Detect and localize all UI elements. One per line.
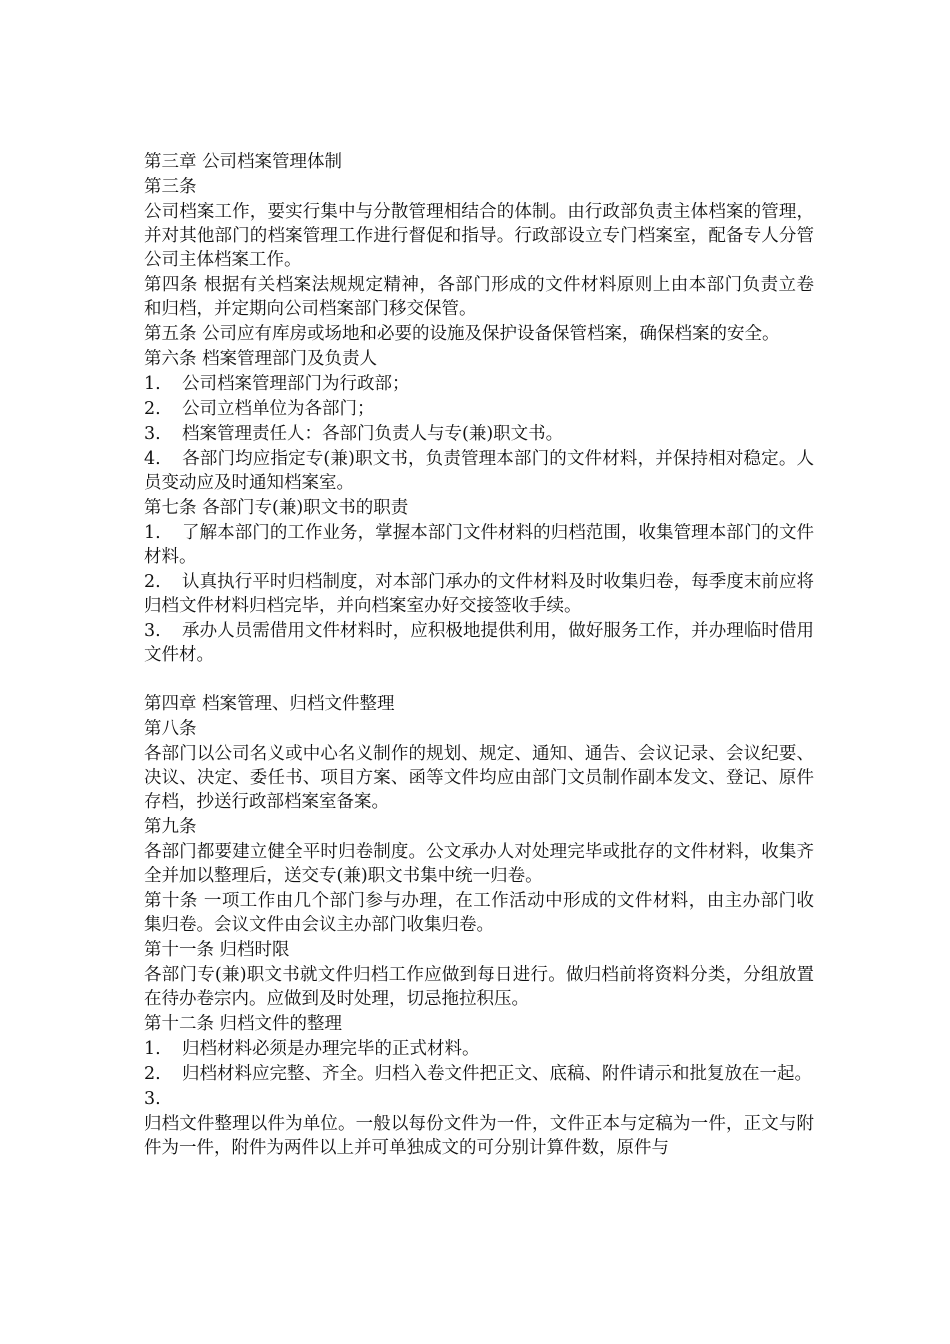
article-11-body: 各部门专(兼)职文书就文件归档工作应做到每日进行。做归档前将资料分类，分组放置在待办卷宗内。应做到及时处理，切忌拖拉积压。 [144, 965, 814, 1009]
article-12-item-3-body: 归档文件整理以件为单位。一般以每份文件为一件，文件正本与定稿为一件，正文与附件为一件，附件为两件以上并可单独成文的可分别计算件数，原件与 [144, 1114, 814, 1158]
item-text: 档案管理责任人：各部门负责人与专(兼)职文书。 [182, 424, 564, 444]
article-12-title: 第十二条 归档文件的整理 [144, 1014, 343, 1034]
item-number: 2. [144, 1064, 161, 1084]
item-number: 2. [144, 572, 161, 592]
chapter-3-heading: 第三章 公司档案管理体制 [144, 152, 343, 172]
item-text: 各部门均应指定专(兼)职文书，负责管理本部门的文件材料，并保持相对稳定。人员变动应及时通知档案室。 [144, 449, 814, 493]
item-number: 3. [144, 1089, 161, 1109]
item-text: 公司立档单位为各部门； [182, 399, 375, 419]
item-text: 归档材料应完整、齐全。归档入卷文件把正文、底稿、附件请示和批复放在一起。 [182, 1064, 812, 1084]
item-text: 公司档案管理部门为行政部； [182, 374, 410, 394]
article-5: 第五条 公司应有库房或场地和必要的设施及保护设备保管档案，确保档案的安全。 [144, 324, 780, 344]
article-9-body: 各部门都要建立健全平时归卷制度。公文承办人对处理完毕或批存的文件材料，收集齐全并加以整理后，送交专(兼)职文书集中统一归卷。 [144, 842, 814, 886]
item-text: 认真执行平时归档制度，对本部门承办的文件材料及时收集归卷，每季度末前应将归档文件材料归档完毕，并向档案室办好交接签收手续。 [144, 572, 814, 616]
item-number: 2. [144, 399, 161, 419]
item-number: 1. [144, 1039, 161, 1059]
item-number: 1. [144, 523, 161, 543]
article-8-title: 第八条 [144, 719, 197, 739]
list-item [144, 372, 814, 396]
chapter-4-heading: 第四章 档案管理、归档文件整理 [144, 694, 395, 714]
section-spacer [144, 668, 814, 692]
article-10: 第十条 一项工作由几个部门参与办理，在工作活动中形成的文件材料，由主办部门收集归卷。会议文件由会议主办部门收集归卷。 [144, 891, 814, 935]
article-8-body: 各部门以公司名义或中心名义制作的规划、规定、通知、通告、会议记录、会议纪要、决议、决定、委任书、项目方案、函等文件均应由部门文员制作副本发文、登记、原件存档，抄送行政部档案室备案。 [144, 744, 814, 812]
item-text: 归档材料必须是办理完毕的正式材料。 [182, 1039, 480, 1059]
list-item [144, 1037, 814, 1061]
item-text: 承办人员需借用文件材料时，应积极地提供利用，做好服务工作，并办理临时借用文件材。 [144, 621, 814, 665]
list-item [144, 422, 814, 446]
article-3-title: 第三条 [144, 177, 197, 197]
article-9-title: 第九条 [144, 817, 197, 837]
article-3-body: 公司档案工作，要实行集中与分散管理相结合的体制。由行政部负责主体档案的管理，并对其他部门的档案管理工作进行督促和指导。行政部设立专门档案室，配备专人分管公司主体档案工作。 [144, 202, 814, 270]
item-number: 3. [144, 424, 161, 444]
article-6-title: 第六条 档案管理部门及负责人 [144, 349, 378, 369]
article-7-title: 第七条 各部门专(兼)职文书的职责 [144, 498, 409, 518]
item-number: 3. [144, 621, 161, 641]
list-item [144, 570, 814, 618]
item-number: 4. [144, 449, 161, 469]
item-text: 了解本部门的工作业务，掌握本部门文件材料的归档范围，收集管理本部门的文件材料。 [144, 523, 814, 567]
article-11-title: 第十一条 归档时限 [144, 940, 290, 960]
list-item [144, 619, 814, 667]
list-item [144, 521, 814, 569]
list-item [144, 447, 814, 495]
article-4: 第四条 根据有关档案法规规定精神，各部门形成的文件材料原则上由本部门负责立卷和归档，并定期向公司档案部门移交保管。 [144, 275, 814, 319]
list-item [144, 397, 814, 421]
list-item [144, 1062, 814, 1086]
document-page [144, 150, 814, 1161]
item-number: 1. [144, 374, 161, 394]
